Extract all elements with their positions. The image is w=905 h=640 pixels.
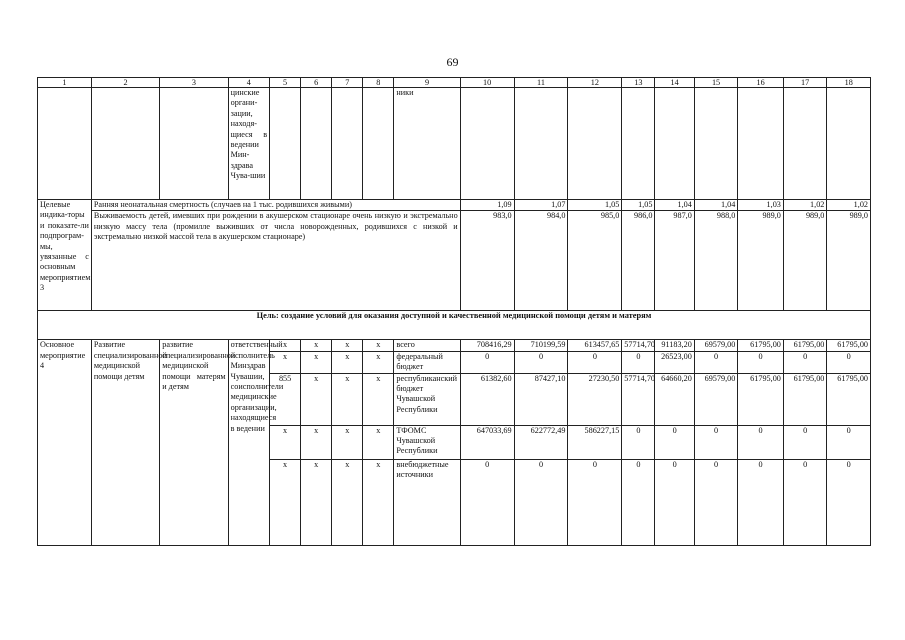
funding-value: 61795,00 (783, 373, 827, 425)
indicator-value: 983,0 (460, 211, 514, 311)
funding-value: 0 (460, 351, 514, 373)
goal-row (38, 311, 871, 340)
funding-value: 61795,00 (738, 340, 784, 351)
code-cell: x (301, 425, 332, 459)
goal-heading: Цель: создание условий для оказания доступной и качественной медицинской помощи детям и матерям (38, 311, 871, 340)
column-number-cell: 6 (301, 78, 332, 88)
code-cell: x (363, 425, 394, 459)
code-cell: 855 (270, 373, 301, 425)
column-number-cell: 17 (783, 78, 827, 88)
indicator-value: 1,09 (460, 200, 514, 211)
funding-value: 0 (622, 459, 655, 545)
indicator-value: 989,0 (827, 211, 871, 311)
continuation-executor-cell: цинские органи-зации, находя-щиеся в ведении Мин-здрава Чува-шии (228, 88, 269, 200)
column-number-cell: 9 (394, 78, 460, 88)
code-cell: x (332, 373, 363, 425)
indicators-label: Целевые индика-торы и показате-ли подпрограм-мы, увязанные с основным мероприятием 3 (38, 200, 92, 311)
funding-value: 0 (783, 351, 827, 373)
indicator-value: 1,04 (694, 200, 738, 211)
funding-value: 87427,10 (514, 373, 568, 425)
code-cell: x (301, 351, 332, 373)
funding-value: 57714,70 (622, 373, 655, 425)
column-number-cell: 2 (91, 78, 159, 88)
code-cell: x (363, 340, 394, 351)
funding-value: 61795,00 (738, 373, 784, 425)
code-cell: x (301, 373, 332, 425)
column-number-cell: 11 (514, 78, 568, 88)
column-number-cell: 18 (827, 78, 871, 88)
column-number-cell: 15 (694, 78, 738, 88)
funding-value: 61795,00 (827, 373, 871, 425)
column-number-cell: 16 (738, 78, 784, 88)
code-cell: x (332, 425, 363, 459)
column-number-cell: 8 (363, 78, 394, 88)
indicator-value: 1,05 (568, 200, 622, 211)
funding-value: 0 (694, 425, 738, 459)
indicator-value: 985,0 (568, 211, 622, 311)
funding-value: 91183,20 (655, 340, 694, 351)
code-cell: x (270, 351, 301, 373)
code-cell: x (363, 459, 394, 545)
funding-value: 64660,20 (655, 373, 694, 425)
funding-value: 0 (827, 459, 871, 545)
measure-task: развитие специализированной медицинской помощи матерям и детям (160, 340, 228, 545)
code-cell: x (363, 373, 394, 425)
indicator-value: 984,0 (514, 211, 568, 311)
funding-value: 69579,00 (694, 340, 738, 351)
funding-value: 27230,50 (568, 373, 622, 425)
indicator-text: Выживаемость детей, имевших при рождении в акушерском стационаре очень низкую и экстремально низкую массу тела (промилле выживших от числа новорожденных, родившихся с низкой и экстремально низкой массой тела в акушерском стационаре) (91, 211, 460, 311)
funding-value: 0 (694, 351, 738, 373)
indicator-text: Ранняя неонатальная смертность (случаев на 1 тыс. родившихся живыми) (91, 200, 460, 211)
funding-value: 622772,49 (514, 425, 568, 459)
funding-value: 61795,00 (827, 340, 871, 351)
measure-title: Основное мероприятие 4 (38, 340, 92, 545)
funding-value: 586227,15 (568, 425, 622, 459)
funding-value: 0 (655, 425, 694, 459)
column-number-cell: 5 (270, 78, 301, 88)
funding-source: внебюджетные источники (394, 459, 460, 545)
column-number-cell: 1 (38, 78, 92, 88)
measure-name: Развитие специализированной медицинской помощи детям (91, 340, 159, 545)
indicator-value: 987,0 (655, 211, 694, 311)
funding-value: 26523,00 (655, 351, 694, 373)
code-cell: x (301, 340, 332, 351)
funding-value: 61795,00 (783, 340, 827, 351)
funding-value: 708416,29 (460, 340, 514, 351)
column-number-cell: 7 (332, 78, 363, 88)
code-cell: x (332, 340, 363, 351)
funding-value: 0 (514, 351, 568, 373)
column-number-cell: 13 (622, 78, 655, 88)
funding-value: 0 (783, 459, 827, 545)
funding-value: 0 (738, 459, 784, 545)
continuation-row (38, 88, 871, 200)
measure-row-total (38, 340, 871, 351)
funding-value: 0 (827, 351, 871, 373)
funding-value: 0 (655, 459, 694, 545)
funding-value: 57714,70 (622, 340, 655, 351)
indicator-value: 1,02 (827, 200, 871, 211)
code-cell: x (270, 340, 301, 351)
funding-value: 0 (622, 351, 655, 373)
funding-value: 0 (694, 459, 738, 545)
funding-value: 0 (783, 425, 827, 459)
funding-value: 0 (827, 425, 871, 459)
column-number-cell: 14 (655, 78, 694, 88)
code-cell: x (270, 459, 301, 545)
indicator-value: 1,07 (514, 200, 568, 211)
funding-source: ТФОМС Чувашской Республики (394, 425, 460, 459)
funding-value: 710199,59 (514, 340, 568, 351)
column-number-cell: 3 (160, 78, 228, 88)
column-number-cell: 10 (460, 78, 514, 88)
funding-value: 613457,65 (568, 340, 622, 351)
indicator-value: 989,0 (783, 211, 827, 311)
code-cell: x (332, 459, 363, 545)
funding-value: 647033,69 (460, 425, 514, 459)
code-cell: x (270, 425, 301, 459)
indicator-value: 989,0 (738, 211, 784, 311)
indicator-row-survival (38, 211, 871, 311)
funding-value: 69579,00 (694, 373, 738, 425)
indicator-row-neonatal (38, 200, 871, 211)
code-cell: x (363, 351, 394, 373)
funding-value: 0 (460, 459, 514, 545)
column-number-cell: 12 (568, 78, 622, 88)
indicator-value: 1,04 (655, 200, 694, 211)
program-table (37, 77, 871, 546)
funding-value: 0 (738, 425, 784, 459)
code-cell: x (301, 459, 332, 545)
indicator-value: 1,02 (783, 200, 827, 211)
funding-source: федеральный бюджет (394, 351, 460, 373)
continuation-source-cell: ники (394, 88, 460, 200)
funding-value: 0 (514, 459, 568, 545)
column-number-cell: 4 (228, 78, 269, 88)
indicator-value: 986,0 (622, 211, 655, 311)
funding-source: республиканский бюджет Чувашской Республики (394, 373, 460, 425)
page-number: 69 (446, 55, 459, 69)
funding-value: 0 (568, 351, 622, 373)
code-cell: x (332, 351, 363, 373)
measure-executor: ответственный исполнитель Минздрав Чувашии, соисполнители медицинские организации, находящиеся в ведении (228, 340, 269, 545)
funding-value: 0 (568, 459, 622, 545)
indicator-value: 988,0 (694, 211, 738, 311)
funding-value: 0 (622, 425, 655, 459)
funding-value: 0 (738, 351, 784, 373)
column-number-row (38, 78, 871, 88)
funding-value: 61382,60 (460, 373, 514, 425)
funding-source: всего (394, 340, 460, 351)
indicator-value: 1,05 (622, 200, 655, 211)
indicator-value: 1,03 (738, 200, 784, 211)
